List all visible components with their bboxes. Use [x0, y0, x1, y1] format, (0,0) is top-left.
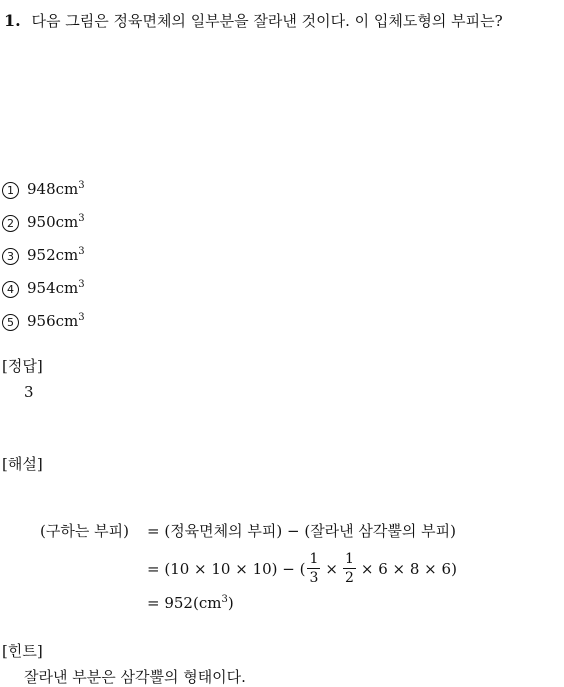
- choice-marker: 5: [2, 314, 19, 331]
- choice-marker: 3: [2, 248, 19, 265]
- fraction-one-third: $\frac{1}{3}$: [309, 551, 319, 586]
- choice-value: $948cm^3$: [27, 180, 85, 198]
- solution-label: [해설]: [2, 455, 43, 473]
- choice-5[interactable]: [2, 312, 85, 331]
- choice-2[interactable]: [2, 213, 85, 232]
- question-text: 다음 그림은 정육면체의 일부분을 잘라낸 것이다. 이 입체도형의 부피는?: [31, 12, 503, 30]
- fraction-one-half: $\frac{1}{2}$: [344, 551, 354, 586]
- choice-value: $956cm^3$: [27, 312, 85, 330]
- choice-3[interactable]: [2, 246, 85, 265]
- solution-lhs: (구하는 부피): [40, 522, 129, 540]
- choice-value: $954cm^3$: [27, 279, 85, 297]
- choice-1[interactable]: [2, 180, 85, 199]
- solution-line-2: = (10 × 10 × 10) − ( $\frac{1}{3}$ × $\frac{1}{2}$ × 6 × 8 × 6): [147, 551, 457, 586]
- hint-text: 잘라낸 부분은 삼각뿔의 형태이다.: [24, 668, 246, 686]
- choice-marker: 1: [2, 182, 19, 199]
- question: [4, 10, 503, 31]
- hint-label: [힌트]: [2, 642, 43, 660]
- solution-line-1: = (정육면체의 부피) − (잘라낸 삼각뿔의 부피): [147, 522, 456, 540]
- choice-4[interactable]: [2, 279, 85, 298]
- choice-value: $950cm^3$: [27, 213, 85, 231]
- choice-value: $952cm^3$: [27, 246, 85, 264]
- choice-marker: 2: [2, 215, 19, 232]
- question-number: 1.: [4, 11, 21, 30]
- answer-value: 3: [24, 383, 34, 401]
- choice-marker: 4: [2, 281, 19, 298]
- answer-label: [정답]: [2, 357, 43, 375]
- solution-line-3: = $952(cm^3)$: [147, 594, 234, 612]
